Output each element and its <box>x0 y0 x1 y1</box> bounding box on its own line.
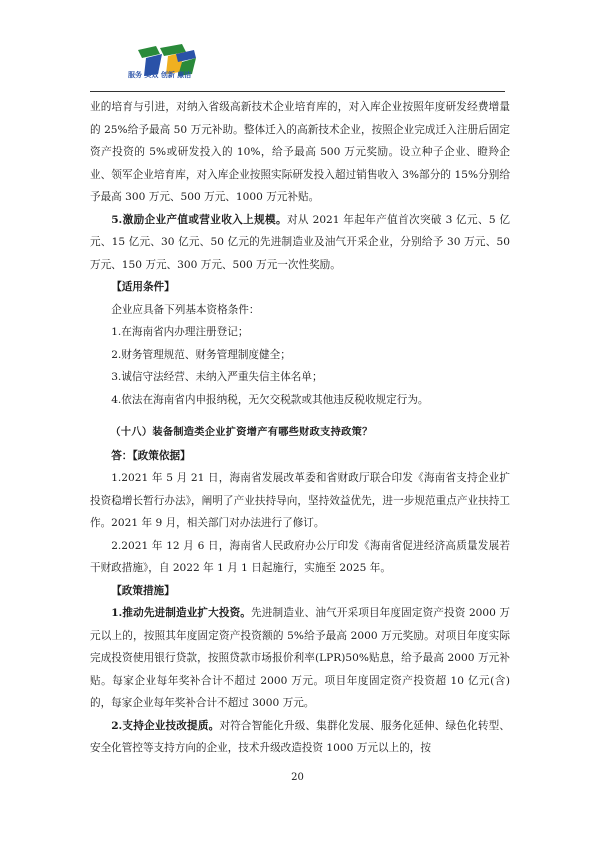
measure-heading: 1.推动先进制造业扩大投资。 <box>111 607 252 619</box>
basis-item: 2.2021 年 12 月 6 日，海南省人民政府办公厅印发《海南省促进经济高质量发展若干财政措施》，自 2022 年 1 月 1 日起施行，实施至 2025 年。 <box>90 539 510 574</box>
header-divider <box>90 91 505 92</box>
output-incentive-heading: 5.激励企业产值或营业收入上规模。 <box>111 213 287 226</box>
logo-slogan: 服务 实效 创新 廉洁 <box>128 71 192 79</box>
measures-title: 【政策措施】 <box>111 584 175 597</box>
conditions-intro: 企业应具备下列基本资格条件： <box>111 303 260 316</box>
condition-item: 2.财务管理规范、财务管理制度健全； <box>111 348 291 361</box>
measure-text: 对符合智能化升级、集群化发展、服务化延伸、绿色化转型、安全化管控等支持方向的企业，技术升级改造投资 1000 万元以上的，按 <box>90 719 511 754</box>
paragraph-talent: 业的培育与引进，对纳入省级高新技术企业培育库的，对入库企业按照年度研发经费增量的 25%给予最高 50 万元补助。整体迁入的高新技术企业，按照企业完成迁入注册后固定资产投资的 5%或研发投入的 10%，给予最高 500 万元奖励。设立种子企业、瞪羚企业、领军企业培育库，对入库企业按照实际研发投入超过销售收入 3%部分的 15%分别给予最高 300 万元、500 万元、1000 万元补贴。 <box>90 101 510 203</box>
paragraph-output-incentive <box>90 209 510 277</box>
measure-text: 先进制造业、油气开采项目年度固定资产投资 2000 万元以上的，按照其年度固定资产投资额的 5%给予最高 2000 万元奖励。对项目年度实际完成投资使用银行贷款，按照贷款市场报价利率(LPR)50%贴息，给予最高 2000 万元补贴。每家企业每年奖补合计不超过 2000 万元。项目年度固定资产投资超 10 亿元(含)的，每家企业每年奖补合计不超过 3000 万元。 <box>90 607 510 709</box>
condition-item: 1.在海南省内办理注册登记； <box>111 326 249 338</box>
basis-item: 1.2021 年 5 月 21 日，海南省发展改革委和省财政厅联合印发《海南省支持企业扩投资稳增长暂行办法》，阐明了产业扶持导向，坚持效益优先，进一步规范重点产业扶持工作。2021 年 9 月，相关部门对办法进行了修订。 <box>90 472 510 529</box>
document-body <box>90 96 510 760</box>
page-number: 20 <box>291 772 304 783</box>
condition-item: 3.诚信守法经营、未纳入严重失信主体名单； <box>111 371 323 383</box>
measure-heading: 2.支持企业技改提质。 <box>111 719 220 732</box>
measure-item <box>90 602 510 715</box>
condition-item: 4.依法在海南省内申报纳税，无欠交税款或其他违反税收规定行为。 <box>111 393 429 406</box>
basis-title: 【政策依据】 <box>132 449 191 462</box>
answer-label: 答： <box>111 449 133 462</box>
page-header <box>100 40 520 92</box>
output-incentive-text: 对从 2021 年起年产值首次突破 3 亿元、5 亿元、15 亿元、30 亿元、50 亿元的先进制造业及油气开采企业，分别给予 30 万元、50 万元、150 万元、300 万元、500 万元一次性奖励。 <box>90 213 510 271</box>
conditions-title: 【适用条件】 <box>111 281 175 293</box>
measure-item <box>90 715 510 760</box>
answer-basis-line <box>90 445 510 468</box>
organization-logo <box>116 40 226 88</box>
question-heading: （十八）装备制造类企业扩资增产有哪些财政支持政策？ <box>110 427 373 438</box>
